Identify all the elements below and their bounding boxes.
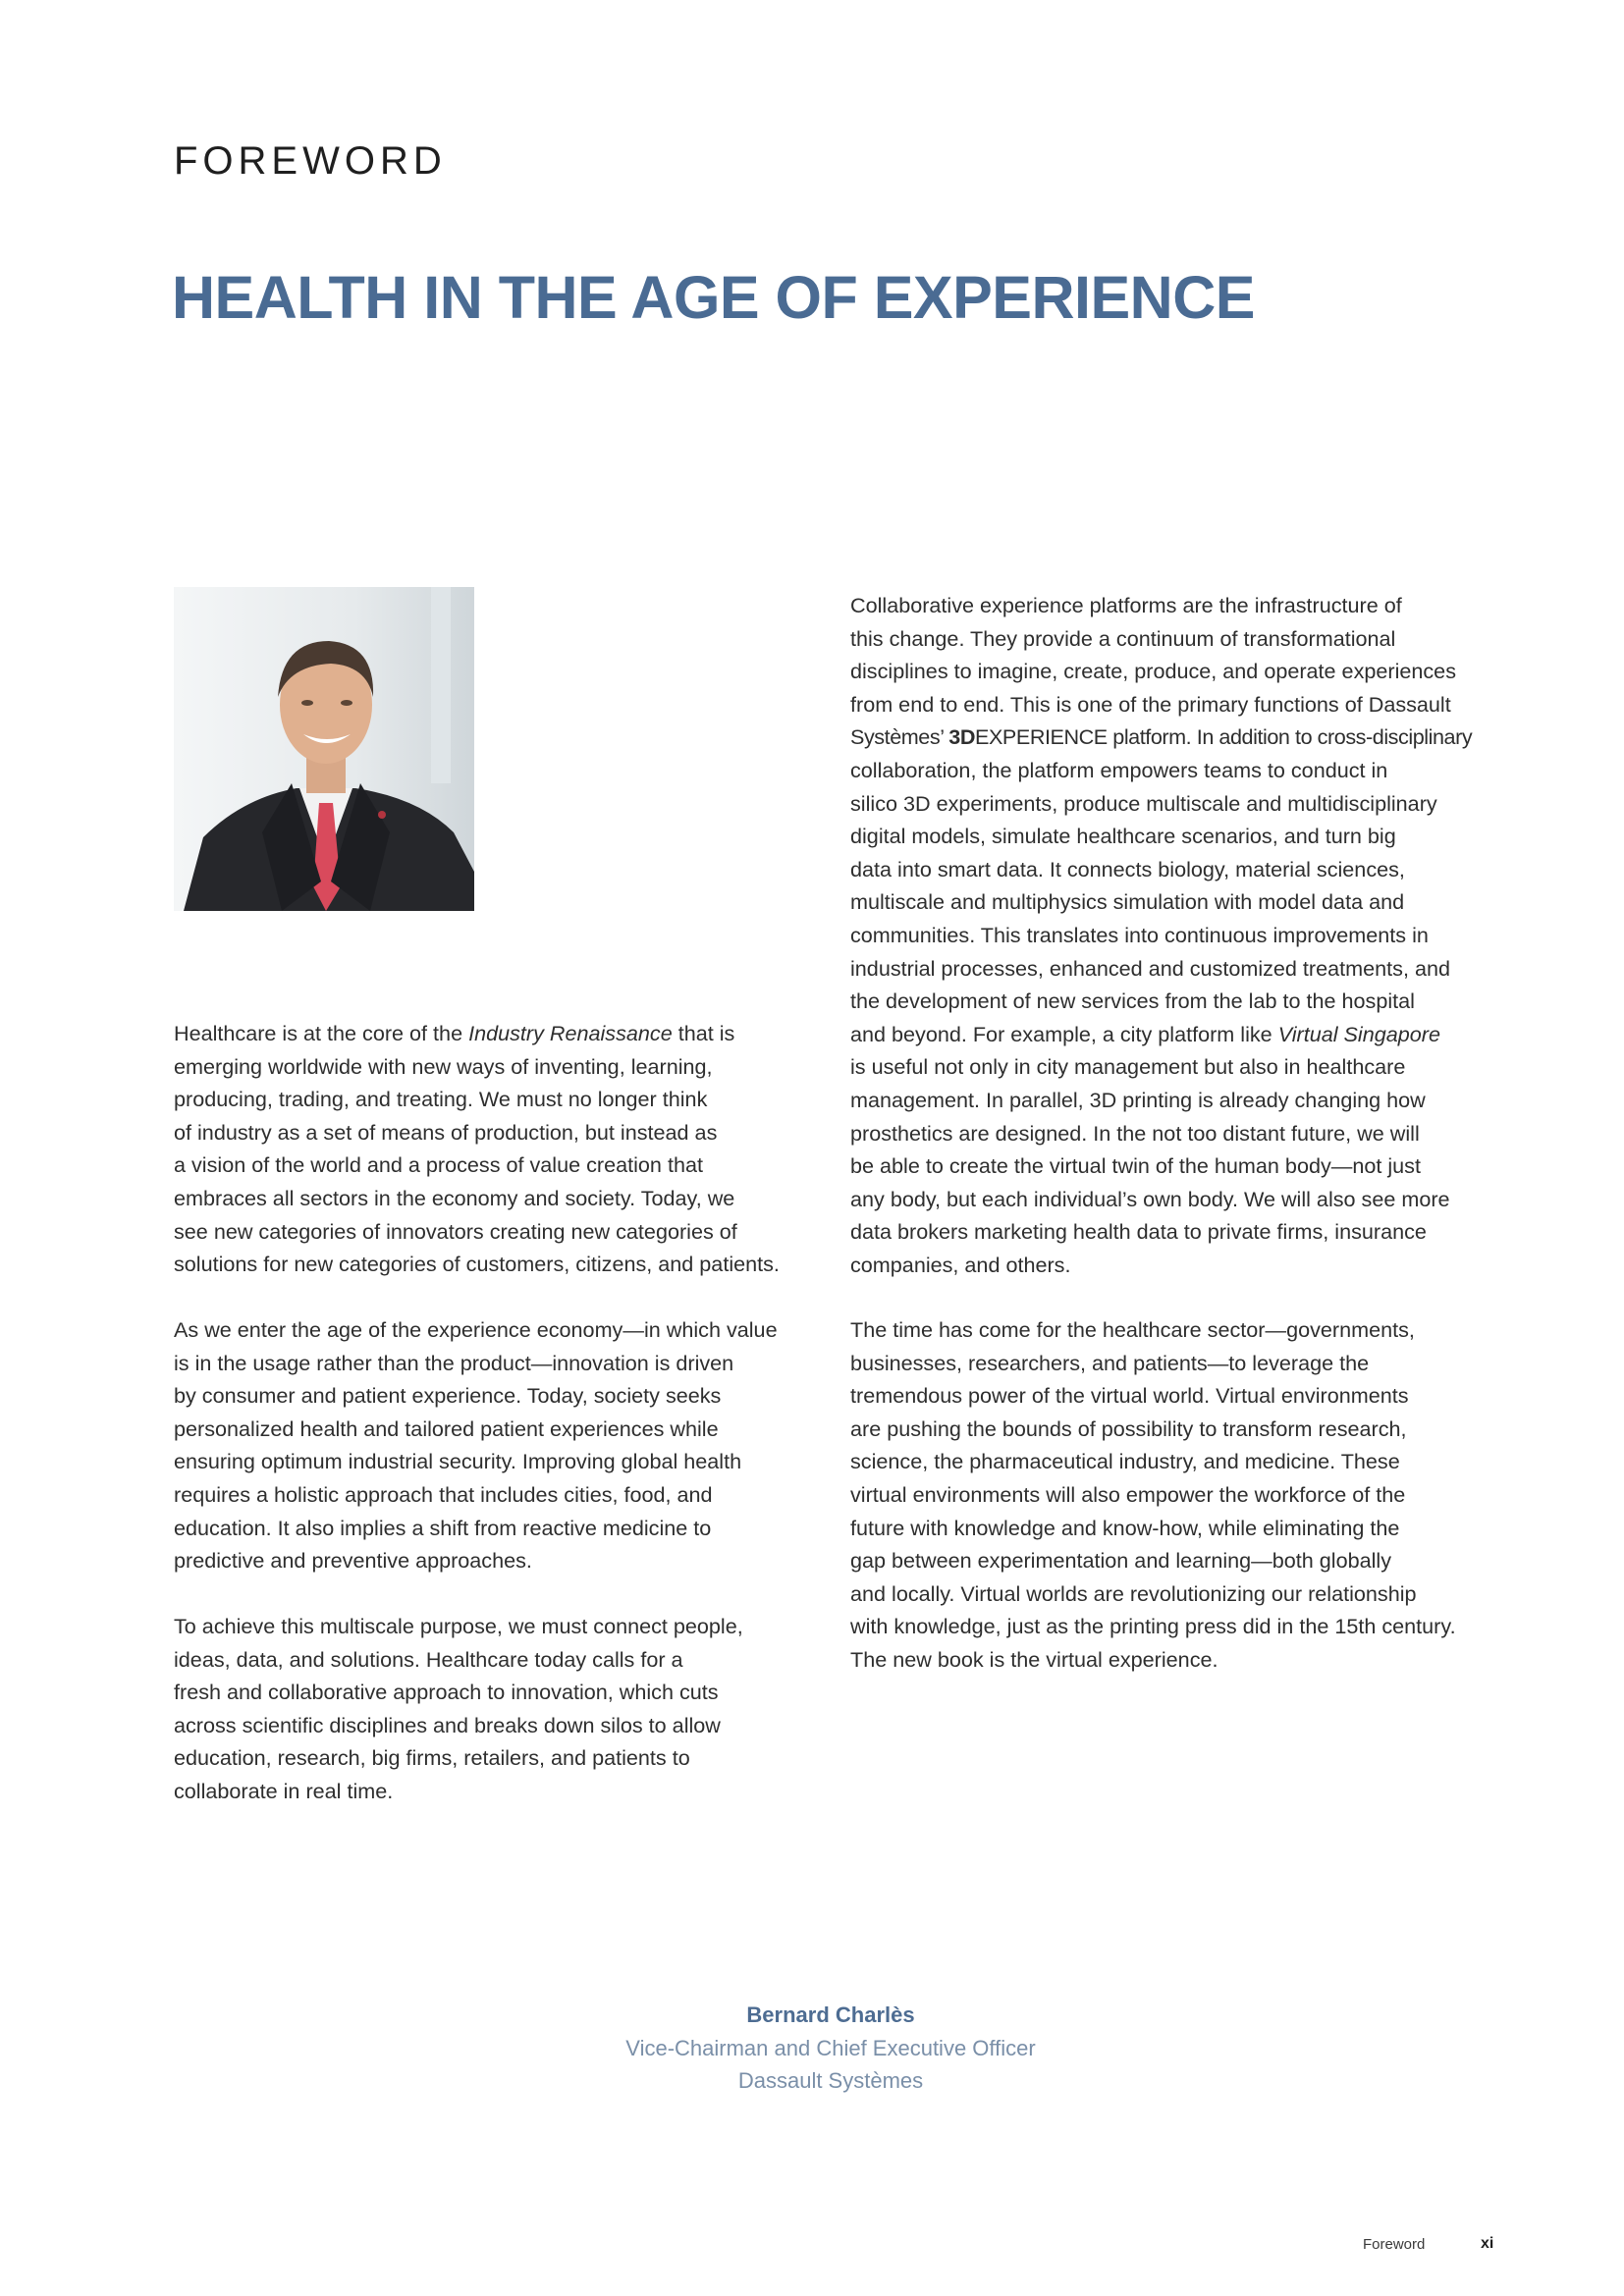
text-line: from end to end. This is one of the primary functions of Dassault [850, 691, 1451, 717]
text-line: be able to create the virtual twin of the human body—not just [850, 1153, 1421, 1179]
text-line: is useful not only in city management but also in healthcare [850, 1054, 1406, 1080]
left-paragraph-2 [174, 1313, 778, 1577]
text-line: collaboration, the platform empowers teams to conduct in [850, 757, 1388, 782]
text-line: communities. This translates into continuous improvements in [850, 922, 1429, 947]
right-paragraph-2 [850, 1313, 1456, 1677]
text-line: The new book is the virtual experience. [850, 1646, 1218, 1672]
signature-role: Vice-Chairman and Chief Executive Officer [625, 2036, 1036, 2060]
text-segment: that is [672, 1021, 735, 1045]
italic-term: Virtual Singapore [1277, 1021, 1440, 1046]
page-title: HEALTH IN THE AGE OF EXPERIENCE [172, 264, 1255, 331]
text-line: companies, and others. [850, 1252, 1071, 1277]
text-line: with knowledge, just as the printing press did in the 15th century. [850, 1614, 1456, 1639]
text-line: science, the pharmaceutical industry, and medicine. These [850, 1449, 1400, 1474]
text-line [850, 721, 1472, 754]
left-paragraph-1 [174, 1017, 780, 1281]
text-line [850, 1018, 1472, 1051]
text-line: To achieve this multiscale purpose, we must connect people, [174, 1614, 743, 1638]
section-kicker: FOREWORD [174, 139, 447, 183]
right-paragraph-1 [850, 589, 1472, 1281]
text-line: The time has come for the healthcare sector—governments, [850, 1317, 1415, 1342]
text-line: ideas, data, and solutions. Healthcare today calls for a [174, 1646, 683, 1672]
text-segment: and beyond. For example, a city platform like [850, 1021, 1278, 1046]
text-line: by consumer and patient experience. Today, society seeks [174, 1383, 722, 1409]
text-line: requires a holistic approach that includes cities, food, and [174, 1481, 713, 1507]
text-line: embraces all sectors in the economy and society. Today, we [174, 1185, 735, 1210]
text-line: education, research, big firms, retailers, and patients to [174, 1745, 690, 1771]
author-portrait [174, 587, 474, 911]
text-line: collaborate in real time. [174, 1778, 394, 1803]
text-line: disciplines to imagine, create, produce, and operate experiences [850, 659, 1456, 684]
left-paragraph-3 [174, 1610, 743, 1808]
text-line: tremendous power of the virtual world. Virtual environments [850, 1383, 1409, 1409]
text-line: ensuring optimum industrial security. Improving global health [174, 1449, 742, 1474]
text-line: personalized health and tailored patient experiences while [174, 1415, 719, 1441]
text-line: businesses, researchers, and patients—to leverage the [850, 1350, 1370, 1375]
text-segment: Healthcare is at the core of the [174, 1021, 469, 1045]
text-line [174, 1017, 780, 1050]
text-segment: EXPERIENCE platform. In addition to cross-disciplinary [975, 724, 1473, 750]
text-line: emerging worldwide with new ways of inventing, learning, [174, 1053, 713, 1079]
text-line: industrial processes, enhanced and customized treatments, and [850, 955, 1450, 981]
text-line: multiscale and multiphysics simulation with model data and [850, 889, 1405, 915]
italic-term: Industry Renaissance [468, 1021, 673, 1045]
text-line: of industry as a set of means of production, but instead as [174, 1119, 718, 1145]
text-line: silico 3D experiments, produce multiscale and multidisciplinary [850, 790, 1437, 816]
text-segment: Systèmes’ [850, 724, 949, 750]
text-line: predictive and preventive approaches. [174, 1548, 532, 1574]
text-line: solutions for new categories of customers, citizens, and patients. [174, 1252, 780, 1277]
text-line: As we enter the age of the experience economy—in which value [174, 1317, 778, 1342]
text-line: prosthetics are designed. In the not too distant future, we will [850, 1120, 1420, 1146]
text-line: producing, trading, and treating. We must no longer think [174, 1087, 708, 1112]
text-line: data into smart data. It connects biology, material sciences, [850, 856, 1405, 881]
text-line: a vision of the world and a process of value creation that [174, 1152, 703, 1178]
text-line: and locally. Virtual worlds are revolutionizing our relationship [850, 1580, 1417, 1606]
text-line: digital models, simulate healthcare scenarios, and turn big [850, 824, 1396, 849]
footer-section-label: Foreword [1363, 2236, 1426, 2253]
text-line: future with knowledge and know-how, while eliminating the [850, 1515, 1400, 1540]
text-line: virtual environments will also empower the workforce of the [850, 1481, 1406, 1507]
signature-organization: Dassault Systèmes [737, 2068, 924, 2093]
text-line: across scientific disciplines and breaks down silos to allow [174, 1712, 721, 1737]
author-photo [174, 587, 474, 911]
text-line: this change. They provide a continuum of transformational [850, 625, 1396, 651]
text-line: see new categories of innovators creating new categories of [174, 1218, 737, 1244]
text-line: fresh and collaborative approach to innovation, which cuts [174, 1680, 719, 1705]
text-line: is in the usage rather than the product—innovation is driven [174, 1350, 734, 1375]
text-line: education. It also implies a shift from reactive medicine to [174, 1515, 712, 1540]
text-line: the development of new services from the lab to the hospital [850, 988, 1415, 1014]
text-line: any body, but each individual’s own body. We will also see more [850, 1186, 1450, 1211]
footer-page-number: xi [1481, 2235, 1494, 2252]
text-line: management. In parallel, 3D printing is already changing how [850, 1087, 1426, 1112]
text-line: are pushing the bounds of possibility to transform research, [850, 1415, 1407, 1441]
text-line: data brokers marketing health data to private firms, insurance [850, 1219, 1427, 1245]
text-line: gap between experimentation and learning—both globally [850, 1548, 1392, 1574]
signature-name: Bernard Charlès [746, 2002, 915, 2027]
brand-3d-mark: 3D [948, 724, 976, 750]
text-line: Collaborative experience platforms are the infrastructure of [850, 593, 1402, 617]
